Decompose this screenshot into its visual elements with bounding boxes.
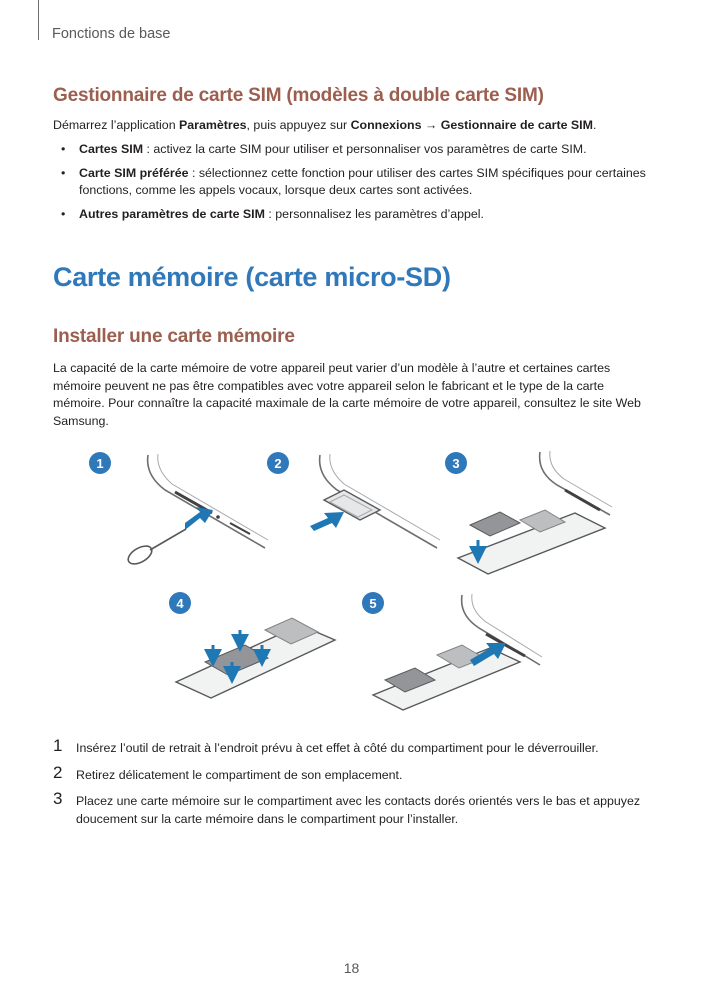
step-badge-label: 4 <box>176 596 184 611</box>
step-4-illustration <box>169 592 335 698</box>
step-number: 2 <box>53 762 63 782</box>
step-badge-label: 2 <box>274 456 282 471</box>
ejection-pin <box>125 542 155 567</box>
step-item <box>53 789 653 828</box>
step-text: Placez une carte mémoire sur le compartiment avec les contacts dorés orientés vers le bas et appuyez doucement sur la carte mémoire dans le compartiment pour l’installer. <box>76 794 641 826</box>
installation-steps <box>53 736 653 837</box>
memory-card-title: Carte mémoire (carte micro-SD) <box>53 262 451 292</box>
running-header: Fonctions de base <box>52 26 171 42</box>
step-number: 3 <box>53 789 63 808</box>
sim-slot <box>565 490 600 510</box>
sim-options-list <box>53 141 653 229</box>
sim-manager-heading: Gestionnaire de carte SIM (modèles à double carte SIM) <box>53 85 544 106</box>
phone-edge <box>540 452 610 515</box>
installation-illustration <box>0 440 703 730</box>
install-memory-card-heading: Installer une carte mémoire <box>53 326 295 347</box>
step-badge-label: 5 <box>369 596 377 611</box>
sim-slot <box>230 523 250 534</box>
memory-card <box>470 512 520 536</box>
step-item <box>53 762 653 785</box>
step-2-illustration <box>267 452 440 548</box>
step-5-illustration <box>362 592 542 710</box>
step-badge-label: 1 <box>96 456 104 471</box>
install-intro: La capacité de la carte mémoire de votre appareil peut varier d’un modèle à l’autre et certaines cartes mémoire peuvent ne pas être compatibles avec votre appareil selon le fabricant et le type de la carte mémoire. Pour connaître la capacité maximale de la carte mémoire de votre appareil, consultez le site Web Samsung. <box>53 361 641 428</box>
header-rule <box>38 0 39 40</box>
step-number: 1 <box>53 736 63 755</box>
list-item: • Cartes SIM : activez la carte SIM pour utiliser et personnaliser vos paramètres de carte SIM. <box>61 142 587 156</box>
list-item: • Autres paramètres de carte SIM : personnalisez les paramètres d’appel. <box>61 206 484 221</box>
ejection-pin <box>150 529 186 550</box>
list-item: • Carte SIM préférée : sélectionnez cette fonction pour utiliser des cartes SIM spécifiques pour certaines fonctions, comme les appels vocaux, lorsque deux cartes sont activées. <box>61 165 646 197</box>
phone-edge <box>472 594 542 657</box>
step-text: Insérez l’outil de retrait à l’endroit prévu à cet effet à côté du compartiment pour le déverrouiller. <box>76 741 599 755</box>
step-badge-label: 3 <box>452 456 460 471</box>
phone-edge <box>148 455 265 548</box>
eject-hole <box>216 515 220 519</box>
step-text: Retirez délicatement le compartiment de son emplacement. <box>76 767 403 782</box>
pull-arrow <box>310 512 344 531</box>
insert-arrow <box>185 507 213 530</box>
phone-edge <box>158 454 268 540</box>
step-1-illustration <box>89 452 268 568</box>
page-number: 18 <box>343 960 360 976</box>
step-item <box>53 736 653 758</box>
step-3-illustration <box>445 451 612 574</box>
sim-manager-intro: Démarrez l’application Paramètres, puis appuyez sur Connexions → Gestionnaire de carte SIM. <box>53 118 597 132</box>
